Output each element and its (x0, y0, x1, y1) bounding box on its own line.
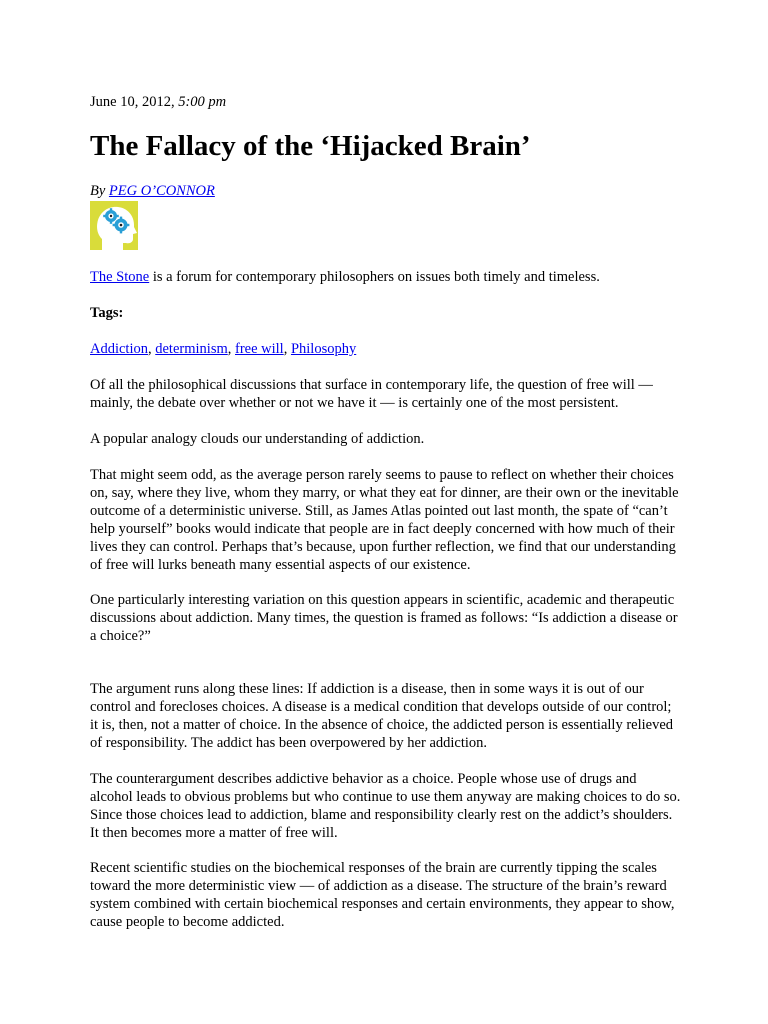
tag-link-addiction[interactable]: Addiction (90, 341, 148, 357)
article-dateline (90, 94, 226, 111)
tag-list (90, 340, 682, 358)
article-time: 5:00 pm (178, 94, 227, 110)
body-paragraph: Of all the philosophical discussions that surface in contemporary life, the question of free will — mainly, the debate over whether or not we have it — is certainly one of the most persistent. (90, 377, 653, 411)
tag-separator: , (283, 341, 291, 357)
body-paragraph: The argument runs along these lines: If addiction is a disease, then in some ways it is out of our control and forecloses choices. A disease is a medical condition that develops outside of our control; it is, then, not a matter of choice. In the absence of choice, the addicted person is essentially relieved of responsibility. The addict has been overpowered by her addiction. (90, 681, 674, 751)
forum-description (90, 268, 682, 286)
author-link[interactable]: PEG O’CONNOR (108, 183, 215, 199)
tags-heading (90, 304, 682, 322)
byline-prefix: By (90, 183, 106, 199)
body-paragraph: A popular analogy clouds our understanding of addiction. (90, 431, 425, 447)
body-paragraph: The counterargument describes addictive behavior as a choice. People whose use of drugs and alcohol leads to obvious problems but who continue to use them anyway are making choices to do so. Since those choices lead to addiction, blame and responsibility clearly rest on the addict’s shoulders. It then becomes more a matter of free will. (90, 771, 681, 841)
body-paragraph: That might seem odd, as the average person rarely seems to pause to reflect on whether their choices on, say, where they live, whom they marry, or what they eat for dinner, are their own or the inevitable outcome of a deterministic universe. Still, as James Atlas pointed out last month, the spate of “can’t help yourself” books would indicate that people are in fact deeply concerned with how much of their lives they can control. Perhaps that’s because, upon further reflection, we find that our understanding of free will lurks beneath many essential aspects of our existence. (90, 467, 679, 573)
body-paragraph: One particularly interesting variation on this question appears in scientific, academic and therapeutic discussions about addiction. Many times, the question is framed as follows: “Is addiction a disease or a choice?” (90, 592, 678, 644)
tag-link-free-will[interactable]: free will (235, 341, 284, 357)
body-paragraph: Recent scientific studies on the biochemical responses of the brain are currently tipping the scales toward the more deterministic view — of addiction as a disease. The structure of the brain’s reward system combined with certain biochemical responses and certain environments, they appear to show, cause people to become addicted. (90, 860, 675, 930)
tags-label: Tags: (90, 305, 124, 321)
tag-link-determinism[interactable]: determinism (155, 341, 228, 357)
forum-description-text: is a forum for contemporary philosophers on issues both timely and timeless. (149, 269, 600, 285)
article-title: The Fallacy of the ‘Hijacked Brain’ (90, 130, 531, 162)
tag-separator: , (227, 341, 235, 357)
head-with-gears-icon (90, 201, 138, 250)
byline (90, 183, 215, 200)
article-date: June 10, 2012, (90, 94, 175, 110)
tag-separator: , (148, 341, 156, 357)
tag-link-philosophy[interactable]: Philosophy (290, 341, 357, 357)
the-stone-link[interactable]: The Stone (90, 269, 150, 285)
